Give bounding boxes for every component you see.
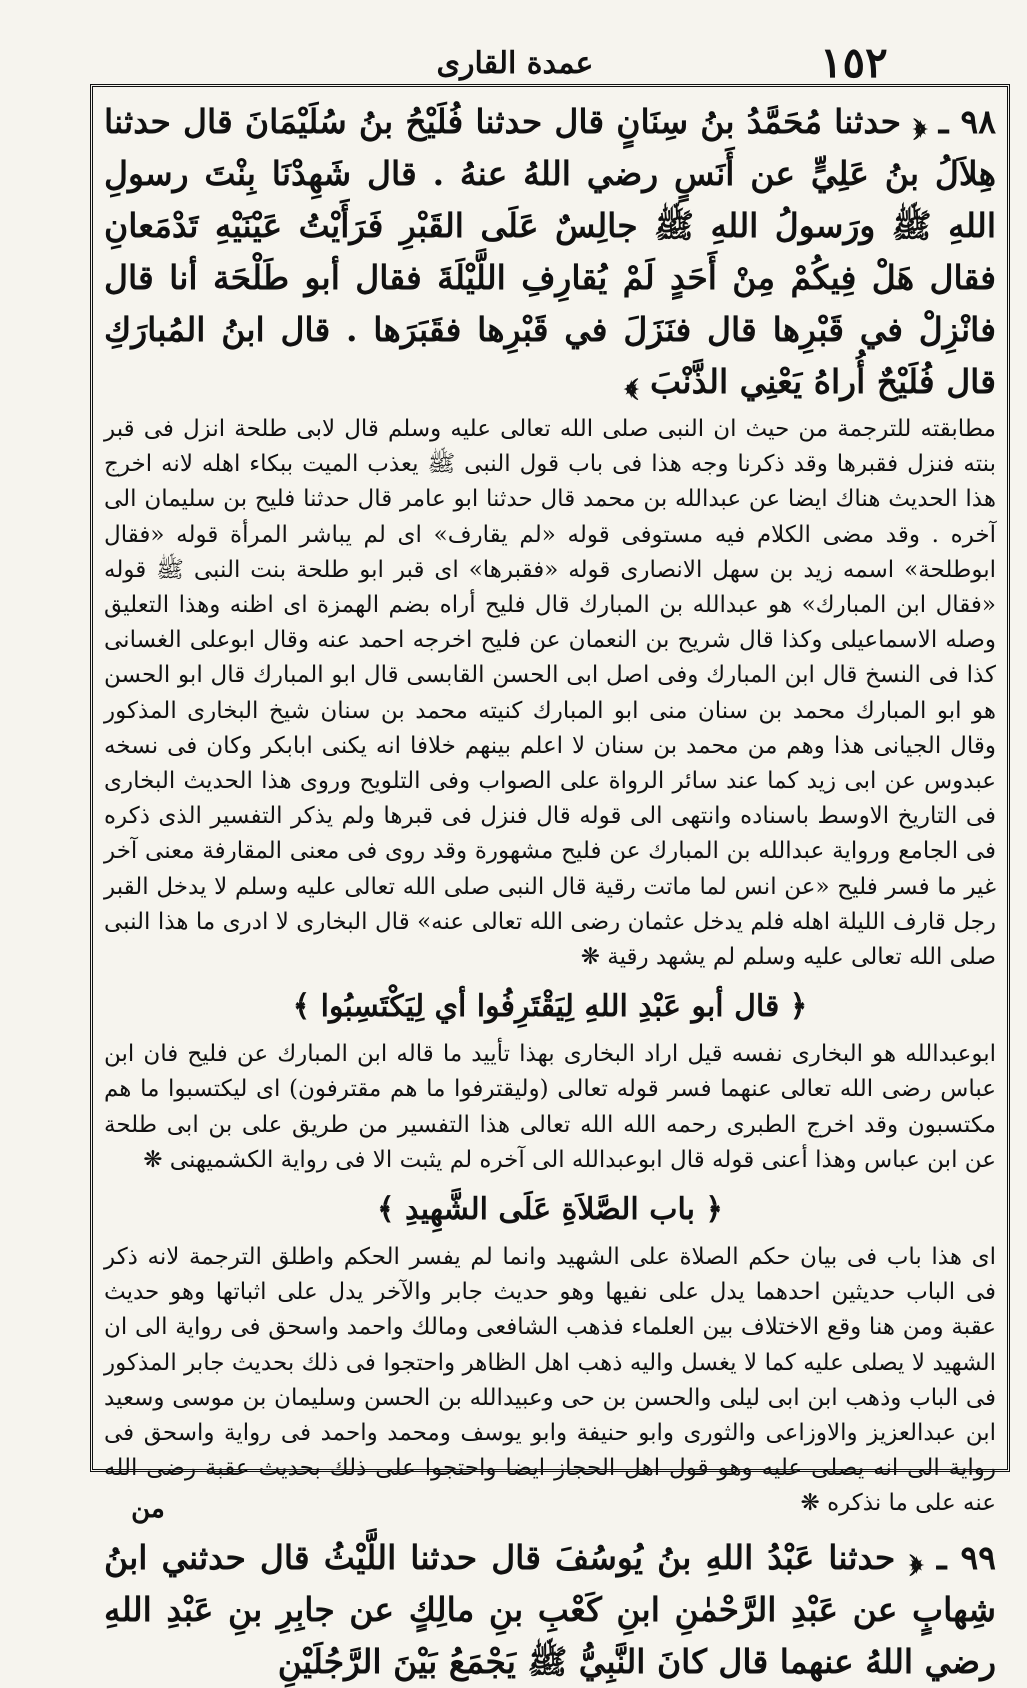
section-heading-iqtirafu: ﴿ قال أبو عَبْدِ اللهِ لِيَقْتَرِفُوا أي لِيَكْتَسِبُوا ﴾ <box>292 989 808 1025</box>
page-number: ١٥٢ <box>820 38 888 87</box>
commentary-98: مطابقته للترجمة من حيث ان النبى صلى الله تعالى عليه وسلم قال لابى طلحة انزل فى قبر بنته فنزل فقبرها وقد ذكرنا وجه هذا فى باب قول النبى ﷺ يعذب الميت ببكاء اهله لانه اخرج هذا الحديث هناك ايضا عن عبدالله بن محمد قال حدثنا ابو عامر قال حدثنا فليح بن سليمان الى آخره . وقد مضى الكلام فيه مستوفى قوله «لم يقارف» اى لم يباشر المرأة قوله «فقال ابوطلحة» اسمه زيد بن سهل الانصارى قوله «فقبرها» اى قبر ابو طلحة بنت النبى ﷺ قوله «فقال ابن المبارك» هو عبدالله بن المبارك قال فليح أراه بضم الهمزة اى اظنه وهذا التعليق وصله الاسماعيلى وكذا قال شريح بن النعمان عن فليح اخرجه احمد عنه وقال ابوعلى الغسانى كذا فى النسخ قال ابن المبارك وفى اصل ابى الحسن القابسى قال ابو المبارك قال ابو الحسن هو ابو المبارك محمد بن سنان منى ابو المبارك كنيته محمد بن سنان شيخ البخارى المذكور وقال الجيانى هذا وهم من محمد بن سنان لا اعلم بينهم خلافا انه يكنى ابابكر وكان فى نسخه عبدوس عن ابى زيد كما عند سائر الرواة على الصواب وفى التلويح وروى هذا الحديث البخارى فى التاريخ الاوسط باسناده وانتهى الى قوله قال فنزل فى قبرها ولم يذكر التفسير الذى ذكره فى الجامع ورواية عبدالله بن المبارك عن فليح مشهورة وقد روى فى معنى المقارفة معنى آخر غير ما فسر فليح «عن انس لما ماتت رقية قال النبى صلى الله تعالى عليه وسلم لا يدخل القبر رجل قارف الليلة اهله فلم يدخل عثمان رضى الله تعالى عنه» قال البخارى لا ادرى ما هذا النبى صلى الله تعالى عليه وسلم لم يشهد رقية ❋ <box>104 416 996 971</box>
catchword: من <box>131 1494 165 1524</box>
commentary-salat-shahid: اى هذا باب فى بيان حكم الصلاة على الشهيد وانما لم يفسر الحكم واطلق الترجمة لانه ذكر فى الباب حديثين احدهما يدل على نفيها وهو حديث جابر والآخر يدل على اثباتها وهو حديث عقبة ومن هنا وقع الاختلاف بين العلماء فذهب الشافعى ومالك واحمد واسحق فى رواية الى ان الشهيد لا يصلى عليه كما لا يغسل واليه ذهب اهل الظاهر واحتجوا فى ذلك بحديث جابر المذكور فى الباب وذهب ابن ابى ليلى والحسن بن حى وعبيدالله بن الحسن وسليمان بن موسى وسعيد ابن عبدالعزيز والاوزاعى والثورى وابو حنيفة وابو يوسف ومحمد واحمد فى رواية واسحق فى رواية الى انه يصلى عليه وهو قول اهل الحجاز ايضا واحتجوا على ذلك بحديث عقبة رضى الله عنه على ما نذكره ❋ <box>104 1244 996 1517</box>
hadith-98: ٩٨ ـ ﴿ حدثنا مُحَمَّدُ بنُ سِنَانٍ قال حدثنا فُلَيْحُ بنُ سُلَيْمَانَ قال حدثنا هِلاَلُ بنُ عَلِيٍّ عن أَنَسٍ رضي اللهُ عنهُ . قال شَهِدْنَا بِنْتَ رسولِ اللهِ ﷺ ورَسولُ اللهِ ﷺ جالِسٌ عَلَى القَبْرِ فَرَأَيْتُ عَيْنَيْهِ تَدْمَعانِ فقال هَلْ فِيكُمْ مِنْ أَحَدٍ لَمْ يُقارِفِ اللَّيْلَةَ فقال أبو طَلْحَة أنا قال فانْزِلْ في قَبْرِها قال فنَزَلَ في قَبْرِها فقَبَرَها . قال ابنُ المُبارَكِ قال فُلَيْحٌ أُراهُ يَعْنِي الذَّنْبَ ﴾ <box>104 102 996 401</box>
hadith-99: ٩٩ ـ ﴿ حدثنا عَبْدُ اللهِ بنُ يُوسُفَ قال حدثنا اللَّيْثُ قال حدثني ابنُ شِهابٍ عن عَبْدِ الرَّحْمٰنِ ابنِ كَعْبِ بنِ مالِكٍ عن جابِرِ بنِ عَبْدِ اللهِ رضي اللهُ عنهما قال كانَ النَّبِيُّ ﷺ يَجْمَعُ بَيْنَ الرَّجُلَيْنِ <box>104 1537 996 1681</box>
running-title: عمدة القارى <box>436 46 594 81</box>
page-content <box>96 90 1004 1681</box>
chapter-heading-salat-shahid: ﴿ باب الصَّلاَةِ عَلَى الشَّهِيدِ ﴾ <box>377 1192 723 1228</box>
commentary-iqtirafu: ابوعبدالله هو البخارى نفسه قيل اراد البخارى بهذا تأييد ما قاله ابن المبارك عن فليح فان ابن عباس رضى الله تعالى عنهما فسر قوله تعالى (وليقترفوا ما هم مقترفون) اى ليكتسبوا ما هم مكتسبون وقد اخرج الطبرى رحمه الله الله تعالى هذا التفسير من طريق على بن ابى طلحة عن ابن عباس وهذا أعنى قوله قال ابوعبدالله الى آخره لم يثبت الا فى رواية الكشميهنى ❋ <box>104 1041 996 1173</box>
